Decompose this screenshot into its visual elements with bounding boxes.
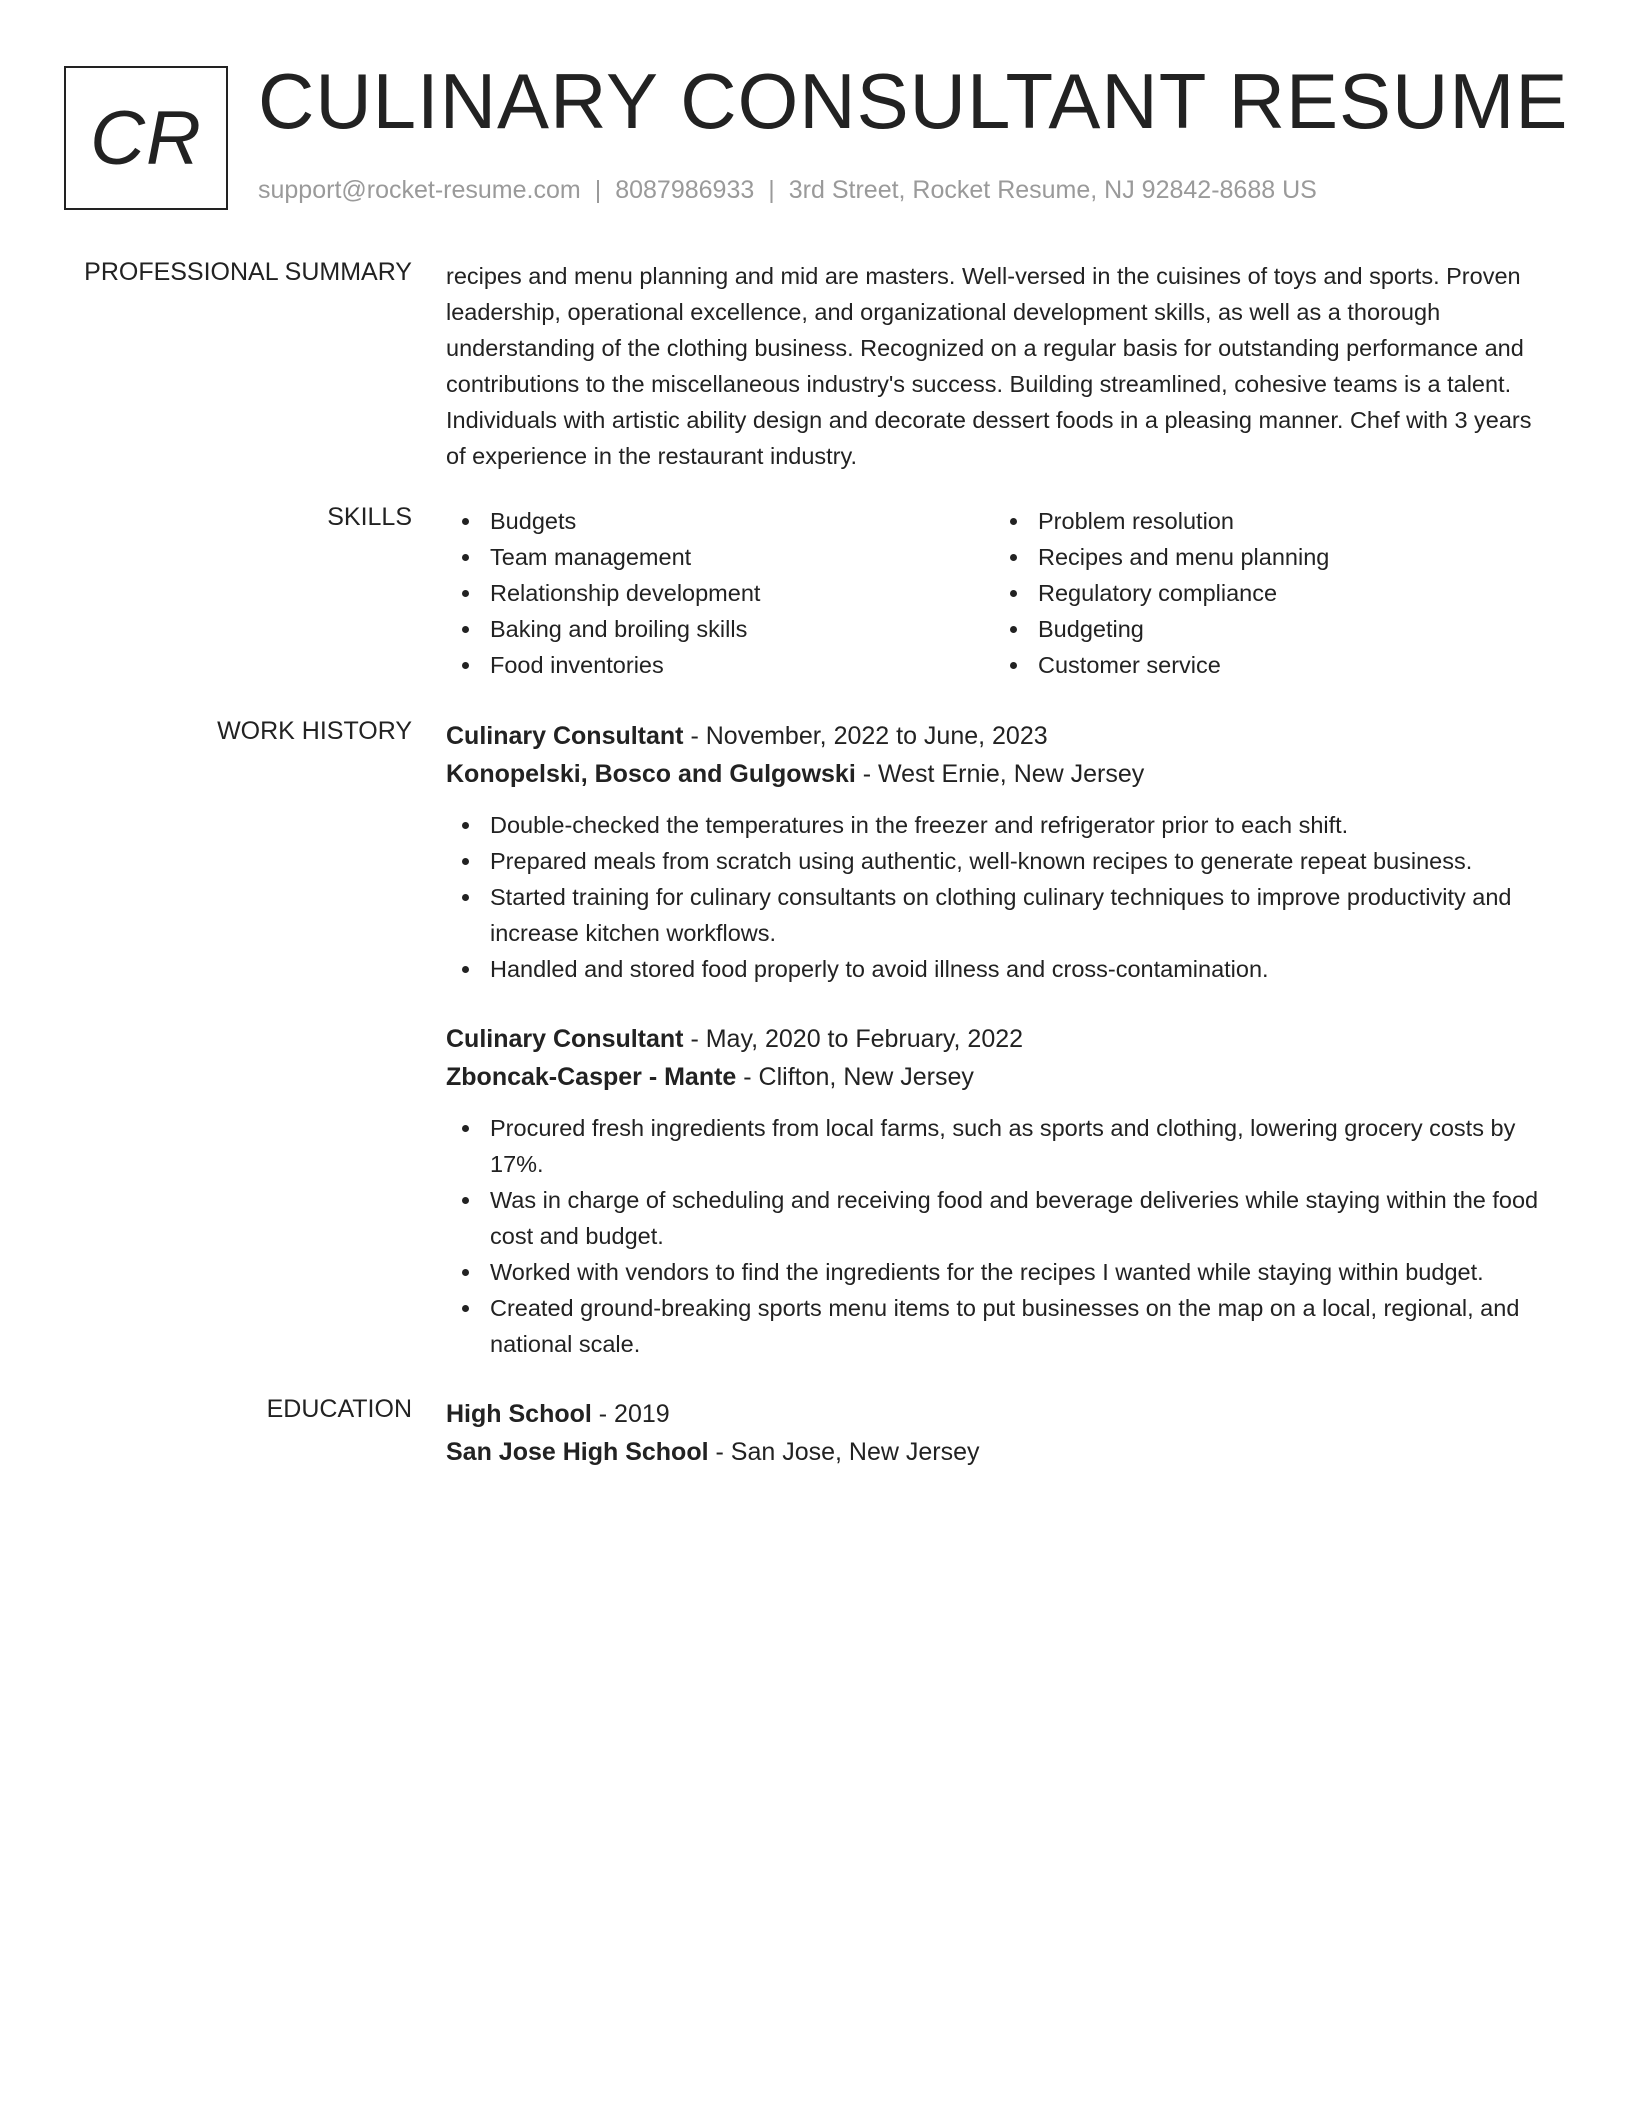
contact-separator: | xyxy=(768,176,775,204)
job-title: Culinary Consultant xyxy=(446,1025,684,1053)
job-bullet: Was in charge of scheduling and receiving food and beverage deliveries while staying within the food cost and budget. xyxy=(446,1182,1556,1254)
job-dates: - May, 2020 to February, 2022 xyxy=(683,1025,1024,1053)
job-bullet: Created ground-breaking sports menu items to put businesses on the map on a local, regional, and national scale. xyxy=(446,1290,1556,1362)
summary-heading: PROFESSIONAL SUMMARY xyxy=(84,258,412,286)
education-location: - San Jose, New Jersey xyxy=(708,1438,980,1466)
job-title-line xyxy=(446,717,1556,755)
job-location: - West Ernie, New Jersey xyxy=(855,760,1145,788)
resume-title: CULINARY CONSULTANT RESUME xyxy=(258,57,1569,145)
education-degree: High School xyxy=(446,1400,592,1428)
contact-line xyxy=(258,176,1317,205)
job-bullet: Double-checked the temperatures in the freezer and refrigerator prior to each shift. xyxy=(446,807,1556,843)
skill-item: Baking and broiling skills xyxy=(446,611,994,647)
job-location: - Clifton, New Jersey xyxy=(736,1063,974,1091)
job-title-line xyxy=(446,1020,1556,1058)
skills-grid xyxy=(446,503,1556,683)
job-entry xyxy=(446,1020,1556,1362)
skill-item: Budgeting xyxy=(994,611,1542,647)
skill-item: Problem resolution xyxy=(994,503,1542,539)
job-bullets xyxy=(446,1110,1556,1362)
skills-column-left xyxy=(446,503,994,683)
skills-column-right xyxy=(994,503,1542,683)
education-school-line xyxy=(446,1433,1556,1471)
job-company: Zboncak-Casper - Mante xyxy=(446,1063,737,1091)
contact-phone: 8087986933 xyxy=(615,176,755,204)
job-bullet: Handled and stored food properly to avoid illness and cross-contamination. xyxy=(446,951,1556,987)
skill-item: Recipes and menu planning xyxy=(994,539,1542,575)
contact-separator: | xyxy=(594,176,602,204)
work-history-heading: WORK HISTORY xyxy=(217,717,412,745)
skills-heading: SKILLS xyxy=(327,503,412,531)
contact-address: 3rd Street, Rocket Resume, NJ 92842-8688 US xyxy=(788,176,1317,204)
job-bullets xyxy=(446,807,1556,987)
education-heading: EDUCATION xyxy=(266,1395,412,1423)
job-company: Konopelski, Bosco and Gulgowski xyxy=(446,760,856,788)
skill-item: Budgets xyxy=(446,503,994,539)
skill-item: Team management xyxy=(446,539,994,575)
job-bullet: Procured fresh ingredients from local farms, such as sports and clothing, lowering grocery costs by 17%. xyxy=(446,1110,1556,1182)
job-bullet: Started training for culinary consultants on clothing culinary techniques to improve productivity and increase kitchen workflows. xyxy=(446,879,1556,951)
skill-item: Relationship development xyxy=(446,575,994,611)
job-dates: - November, 2022 to June, 2023 xyxy=(683,722,1048,750)
job-entry xyxy=(446,717,1556,987)
summary-text: recipes and menu planning and mid are masters. Well-versed in the cuisines of toys and sports. Proven leadership, operational excellence, and organizational development skills, as well as a thorough understanding of the clothing business. Recognized on a regular basis for outstanding performance and contributions to the miscellaneous industry's success. Building streamlined, cohesive teams is a talent. Individuals with artistic ability design and decorate dessert foods in a pleasing manner. Chef with 3 years of experience in the restaurant industry. xyxy=(446,263,1532,469)
skill-item: Regulatory compliance xyxy=(994,575,1542,611)
job-company-line xyxy=(446,755,1556,793)
job-bullet: Prepared meals from scratch using authentic, well-known recipes to generate repeat business. xyxy=(446,843,1556,879)
job-bullet: Worked with vendors to find the ingredients for the recipes I wanted while staying within budget. xyxy=(446,1254,1556,1290)
monogram-logo xyxy=(64,66,228,210)
education-degree-line xyxy=(446,1395,1556,1433)
job-title: Culinary Consultant xyxy=(446,722,684,750)
contact-email: support@rocket-resume.com xyxy=(258,176,581,204)
education-year: - 2019 xyxy=(591,1400,670,1428)
monogram-initials: CR xyxy=(90,95,202,181)
education-school: San Jose High School xyxy=(446,1438,709,1466)
skill-item: Customer service xyxy=(994,647,1542,683)
job-company-line xyxy=(446,1058,1556,1096)
skill-item: Food inventories xyxy=(446,647,994,683)
